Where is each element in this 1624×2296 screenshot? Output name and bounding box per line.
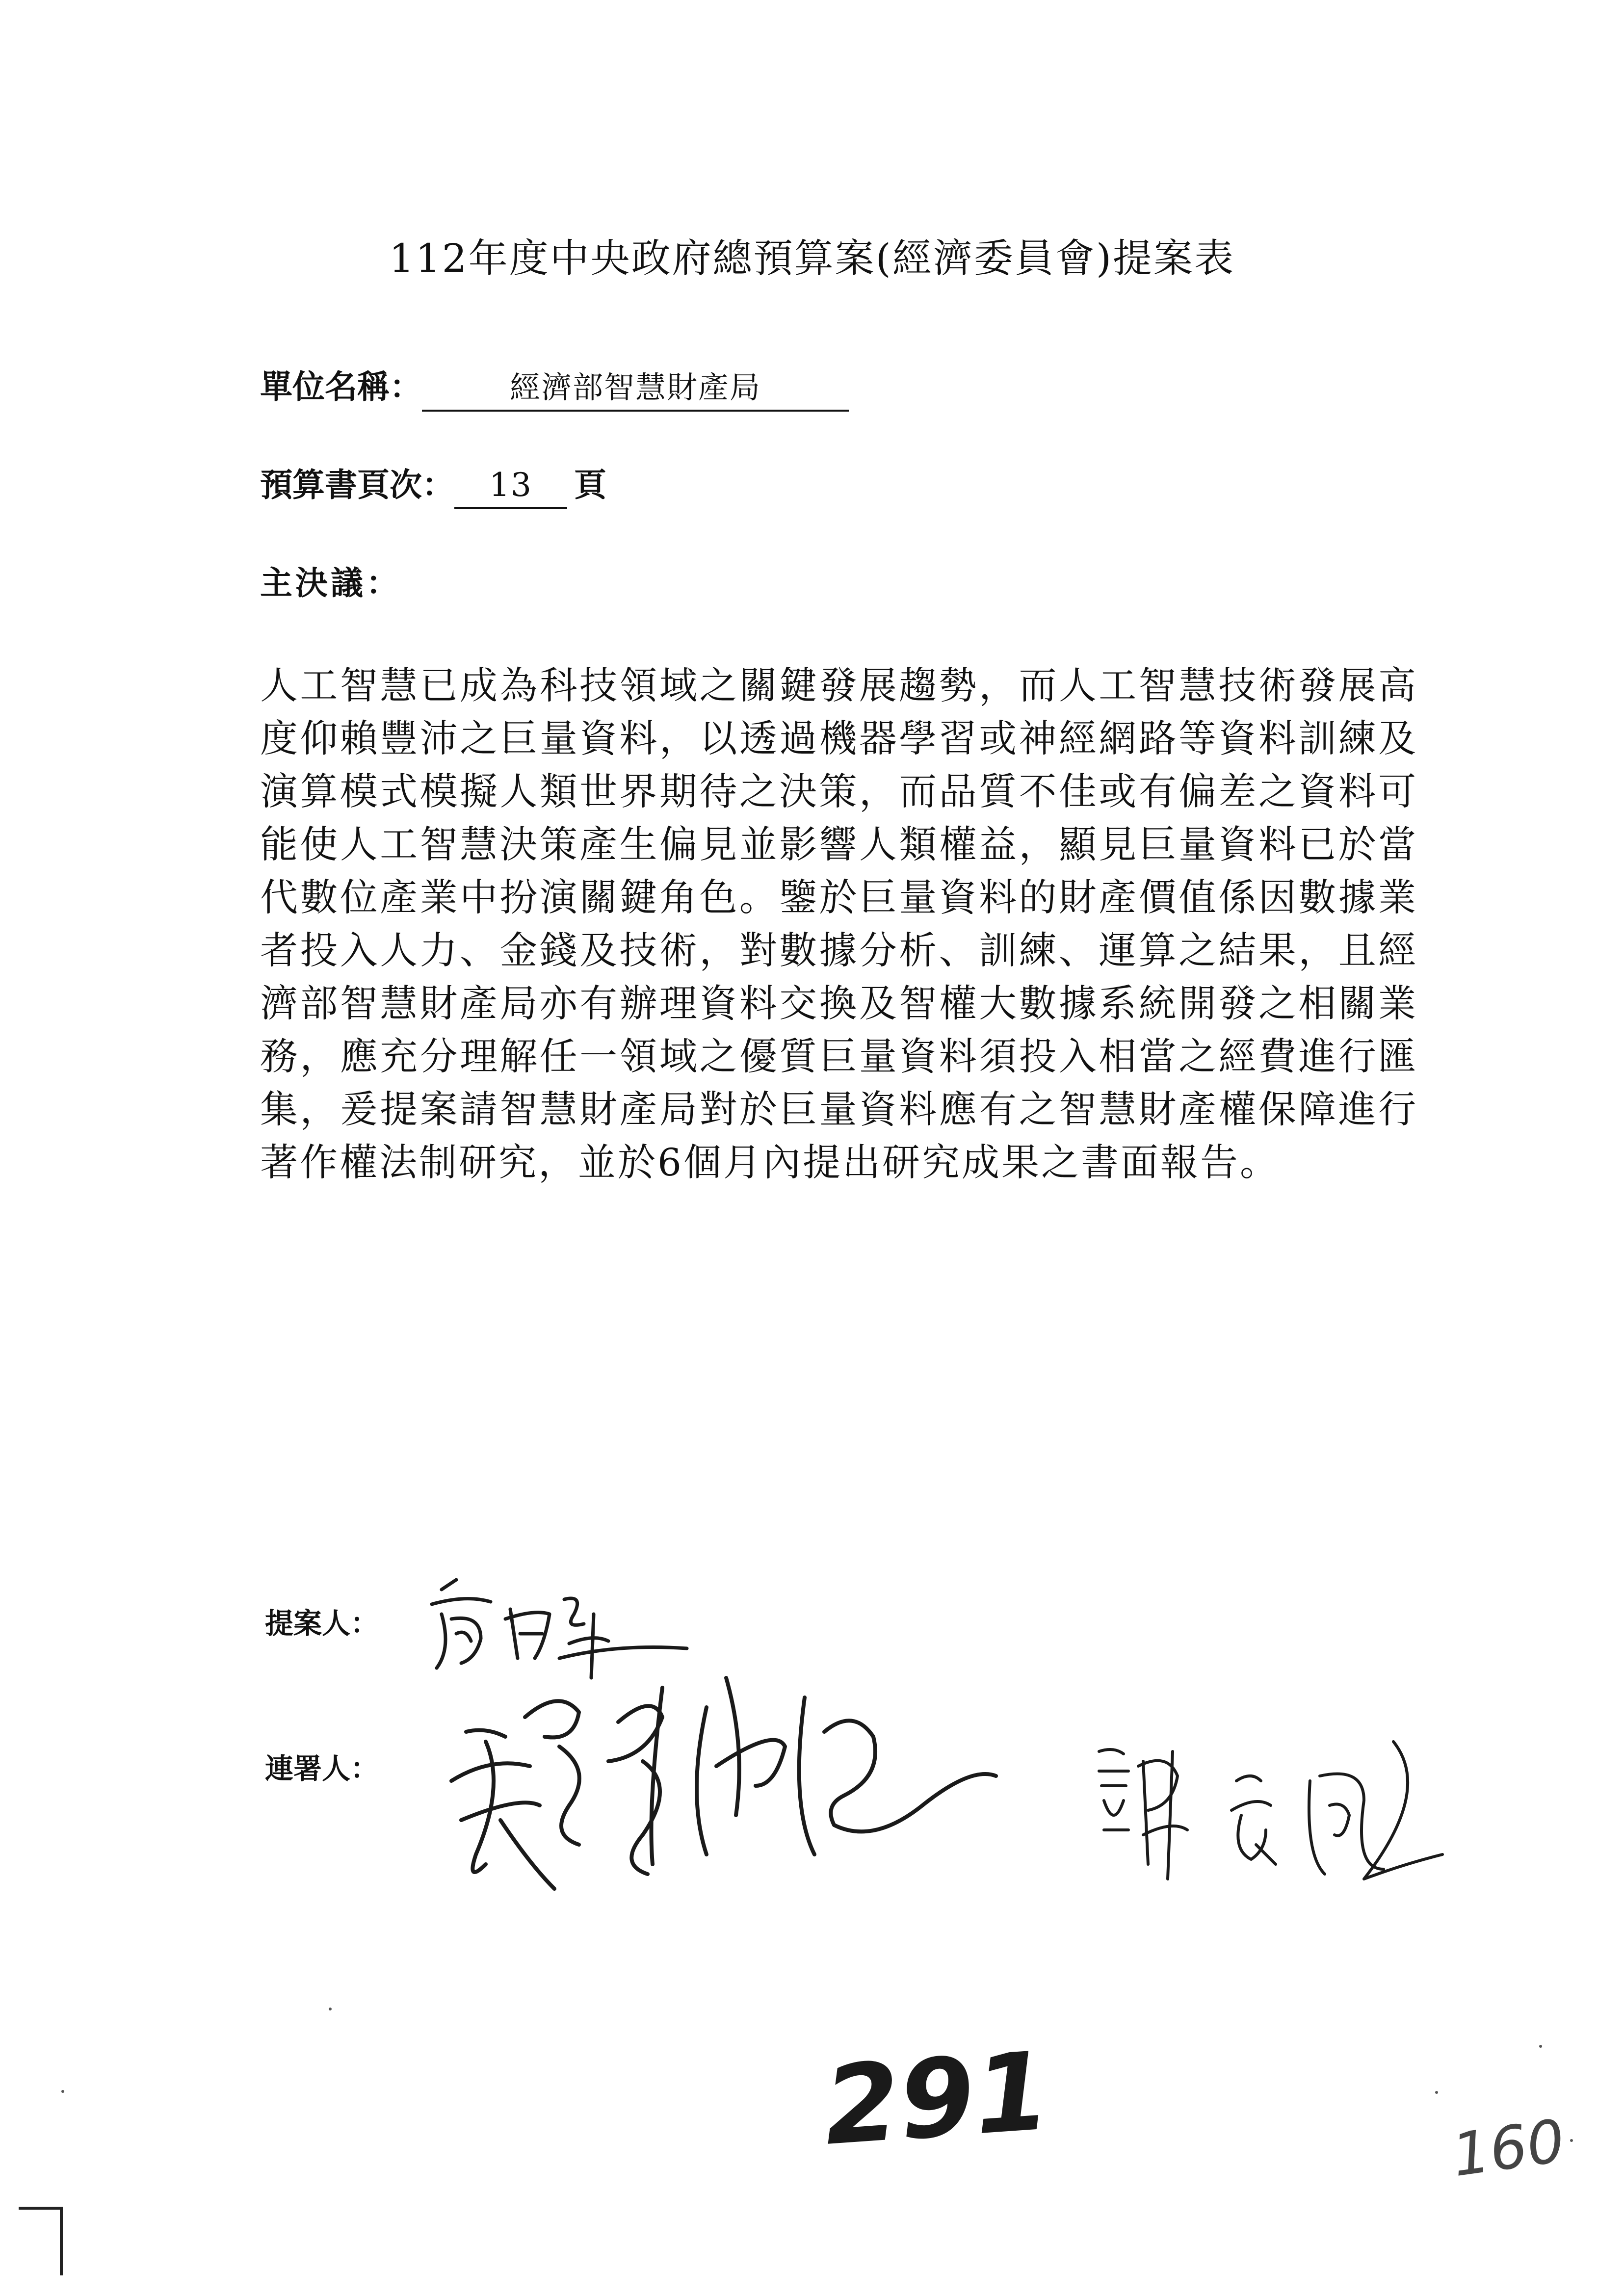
budget-page-field [260, 459, 606, 509]
scan-speck [1435, 2091, 1438, 2094]
handwritten-page-number: 291 [820, 2028, 1054, 2169]
budget-page-label: 預算書頁次： [260, 466, 454, 504]
scan-speck [61, 2090, 64, 2093]
proposer-label: 提案人： [265, 1607, 379, 1640]
scan-speck [1539, 2045, 1542, 2048]
cosigner-signature-2 [1089, 1732, 1531, 1889]
scan-corner-mark-vertical [60, 2207, 63, 2275]
scan-corner-mark-horizontal [19, 2207, 63, 2210]
cosigner-label: 連署人： [265, 1752, 379, 1785]
budget-page-suffix: 頁 [574, 466, 606, 504]
budget-page-value: 13 [454, 466, 567, 509]
unit-name-field [260, 361, 849, 412]
unit-name-label: 單位名稱： [260, 367, 422, 406]
resolution-text: 人工智慧已成為科技領域之關鍵發展趨勢，而人工智慧技術發展高度仰賴豐沛之巨量資料，以透過機器學習或神經網路等資料訓練及演算模式模擬人類世界期待之決策，而品質不佳或有偏差之資料可能使人工智慧決策產生偏見並影響人類權益，顯見巨量資料已於當代數位產業中扮演關鍵角色。鑒於巨量資料的財產價值係因數據業者投入人力、金錢及技術，對數據分析、訓練、運算之結果，且經濟部智慧財產局亦有辦理資料交換及智權大數據系統開發之相關業務，應充分理解任一領域之優質巨量資料須投入相當之經費進行匯集，爰提案請智慧財產局對於巨量資料應有之智慧財產權保障進行著作權法制研究，並於6個月內提出研究成果之書面報告。 [260, 664, 1418, 1185]
cosigner-signature-1 [432, 1658, 1021, 1913]
document-title: 112年度中央政府總預算案(經濟委員會)提案表 [389, 235, 1235, 281]
handwritten-corner-number: 160 [1448, 2107, 1569, 2191]
scan-speck [1570, 2139, 1573, 2142]
unit-name-value: 經濟部智慧財產局 [422, 363, 849, 412]
resolution-heading: 主決議： [260, 564, 401, 602]
scan-speck [329, 2008, 332, 2010]
